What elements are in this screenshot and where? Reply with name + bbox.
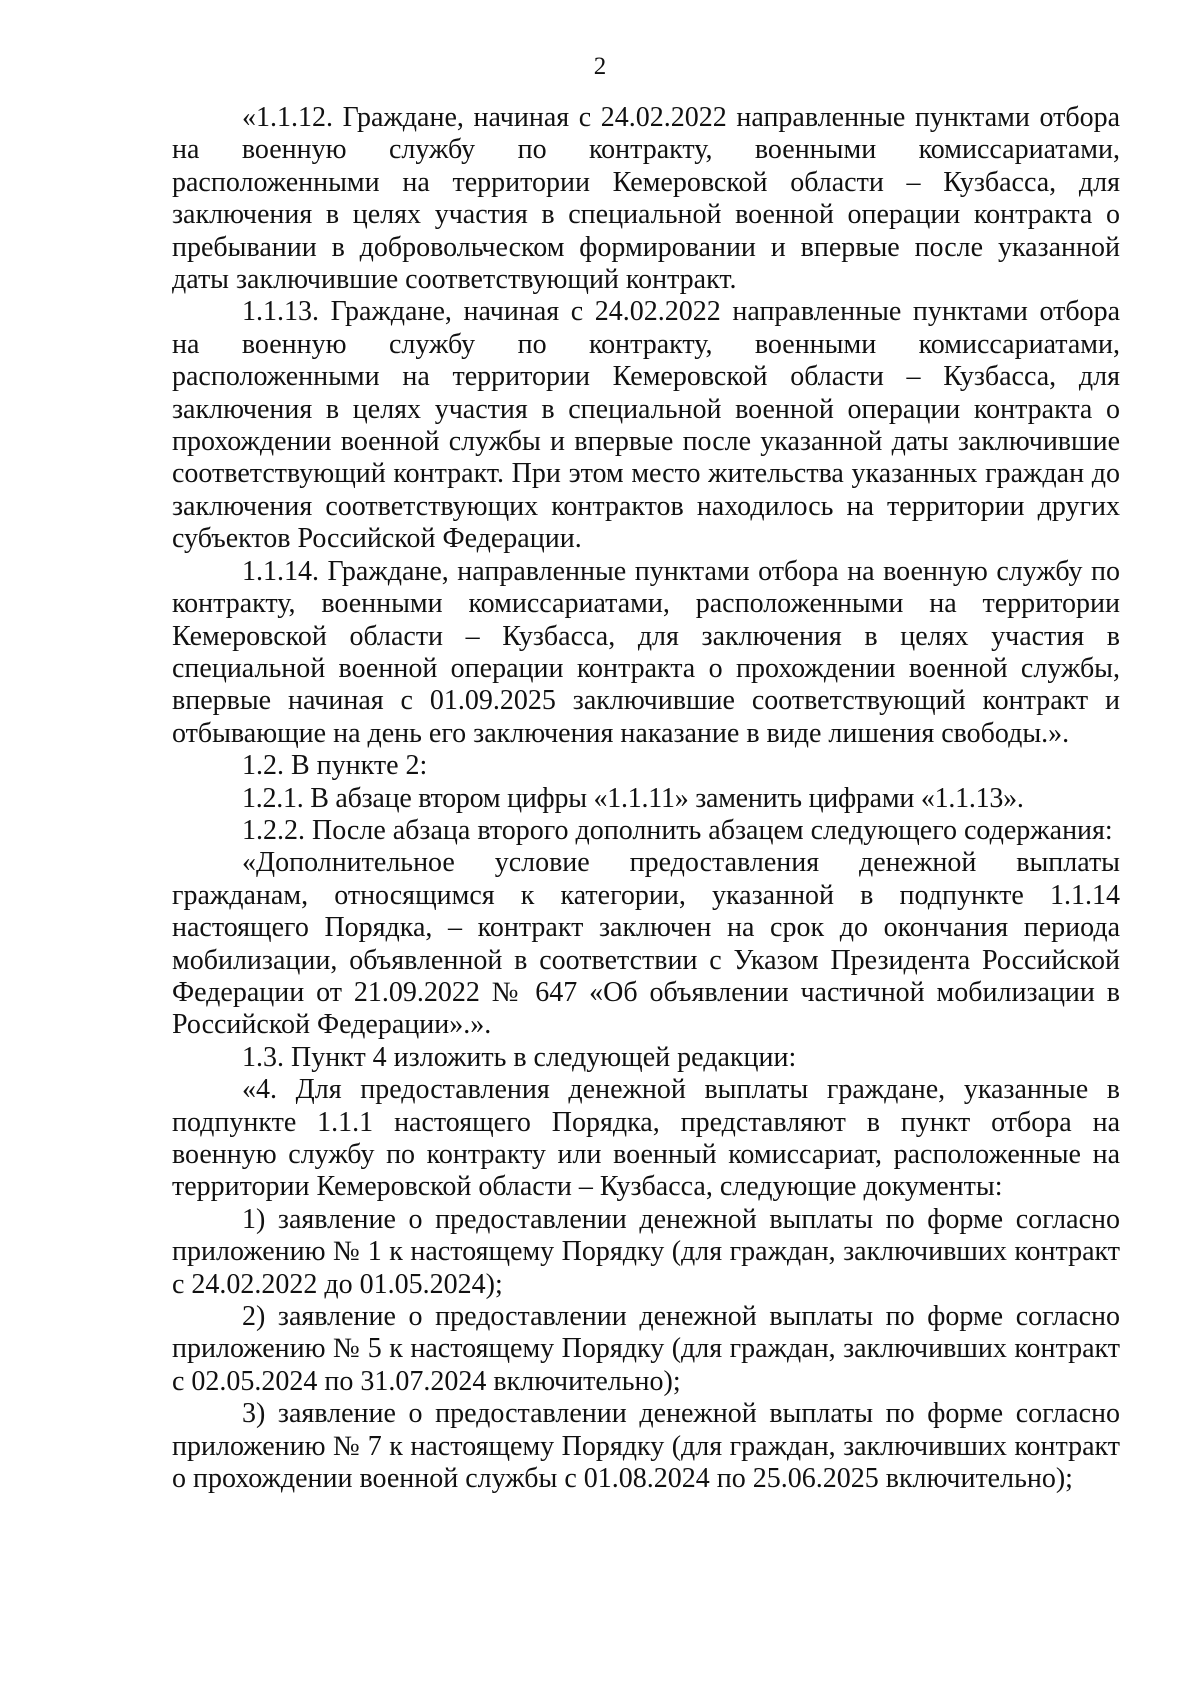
paragraph-additional-condition: «Дополнительное условие предоставления денежной выплаты гражданам, относящимся к категории, указанной в подпункте 1.1.14 настоящего Порядка, – контракт заключен на срок до окончания периода мобилизации, объявленной в соответствии с Указом Президента Российской Федерации от 21.09.2022 № 647 «Об объявлении частичной мобилизации в Российской Федерации».». bbox=[172, 847, 1120, 1041]
list-item-1: 1) заявление о предоставлении денежной выплаты по форме согласно приложению № 1 к настоящему Порядку (для граждан, заключивших контракт с 24.02.2022 до 01.05.2024); bbox=[172, 1203, 1120, 1300]
list-item-2: 2) заявление о предоставлении денежной выплаты по форме согласно приложению № 5 к настоящему Порядку (для граждан, заключивших контракт с 02.05.2024 по 31.07.2024 включительно); bbox=[172, 1301, 1120, 1397]
paragraph-1-3: 1.3. Пункт 4 изложить в следующей редакции: bbox=[242, 1041, 797, 1073]
page-number: 2 bbox=[593, 53, 607, 80]
paragraph-4-intro: «4. Для предоставления денежной выплаты граждане, указанные в подпункте 1.1.1 настоящего Порядка, представляют в пункт отбора на военную службу по контракту или военный комиссариат, расположенные на территории Кемеровской области – Кузбасса, следующие документы: bbox=[172, 1074, 1120, 1203]
document-body bbox=[172, 102, 1120, 1495]
list-item-3: 3) заявление о предоставлении денежной выплаты по форме согласно приложению № 7 к настоящему Порядку (для граждан, заключивших контракт о прохождении военной службы с 01.08.2024 по 25.06.2025 включительно); bbox=[172, 1398, 1120, 1495]
paragraph-1-1-12: «1.1.12. Граждане, начиная с 24.02.2022 направленные пунктами отбора на военную службу по контракту, военными комиссариатами, расположенными на территории Кемеровской области – Кузбасса, для заключения в целях участия в специальной военной операции контракта о пребывании в добровольческом формировании и впервые после указанной даты заключившие соответствующий контракт. bbox=[172, 102, 1120, 296]
paragraph-1-2: 1.2. В пункте 2: bbox=[242, 750, 428, 782]
paragraph-1-1-13: 1.1.13. Граждане, начиная с 24.02.2022 направленные пунктами отбора на военную службу по контракту, военными комиссариатами, расположенными на территории Кемеровской области – Кузбасса, для заключения в целях участия в специальной военной операции контракта о прохождении военной службы и впервые после указанной даты заключившие соответствующий контракт. При этом место жительства указанных граждан до заключения соответствующих контрактов находилось на территории других субъектов Российской Федерации. bbox=[172, 296, 1120, 555]
paragraph-1-2-1: 1.2.1. В абзаце втором цифры «1.1.11» заменить цифрами «1.1.13». bbox=[242, 782, 1024, 814]
paragraph-1-1-14: 1.1.14. Граждане, направленные пунктами отбора на военную службу по контракту, военными комиссариатами, расположенными на территории Кемеровской области – Кузбасса, для заключения в целях участия в специальной военной операции контракта о прохождении военной службы, впервые начиная с 01.09.2025 заключившие соответствующий контракт и отбывающие на день его заключения наказание в виде лишения свободы.». bbox=[172, 555, 1120, 749]
paragraph-1-2-2: 1.2.2. После абзаца второго дополнить абзацем следующего содержания: bbox=[242, 814, 1113, 846]
